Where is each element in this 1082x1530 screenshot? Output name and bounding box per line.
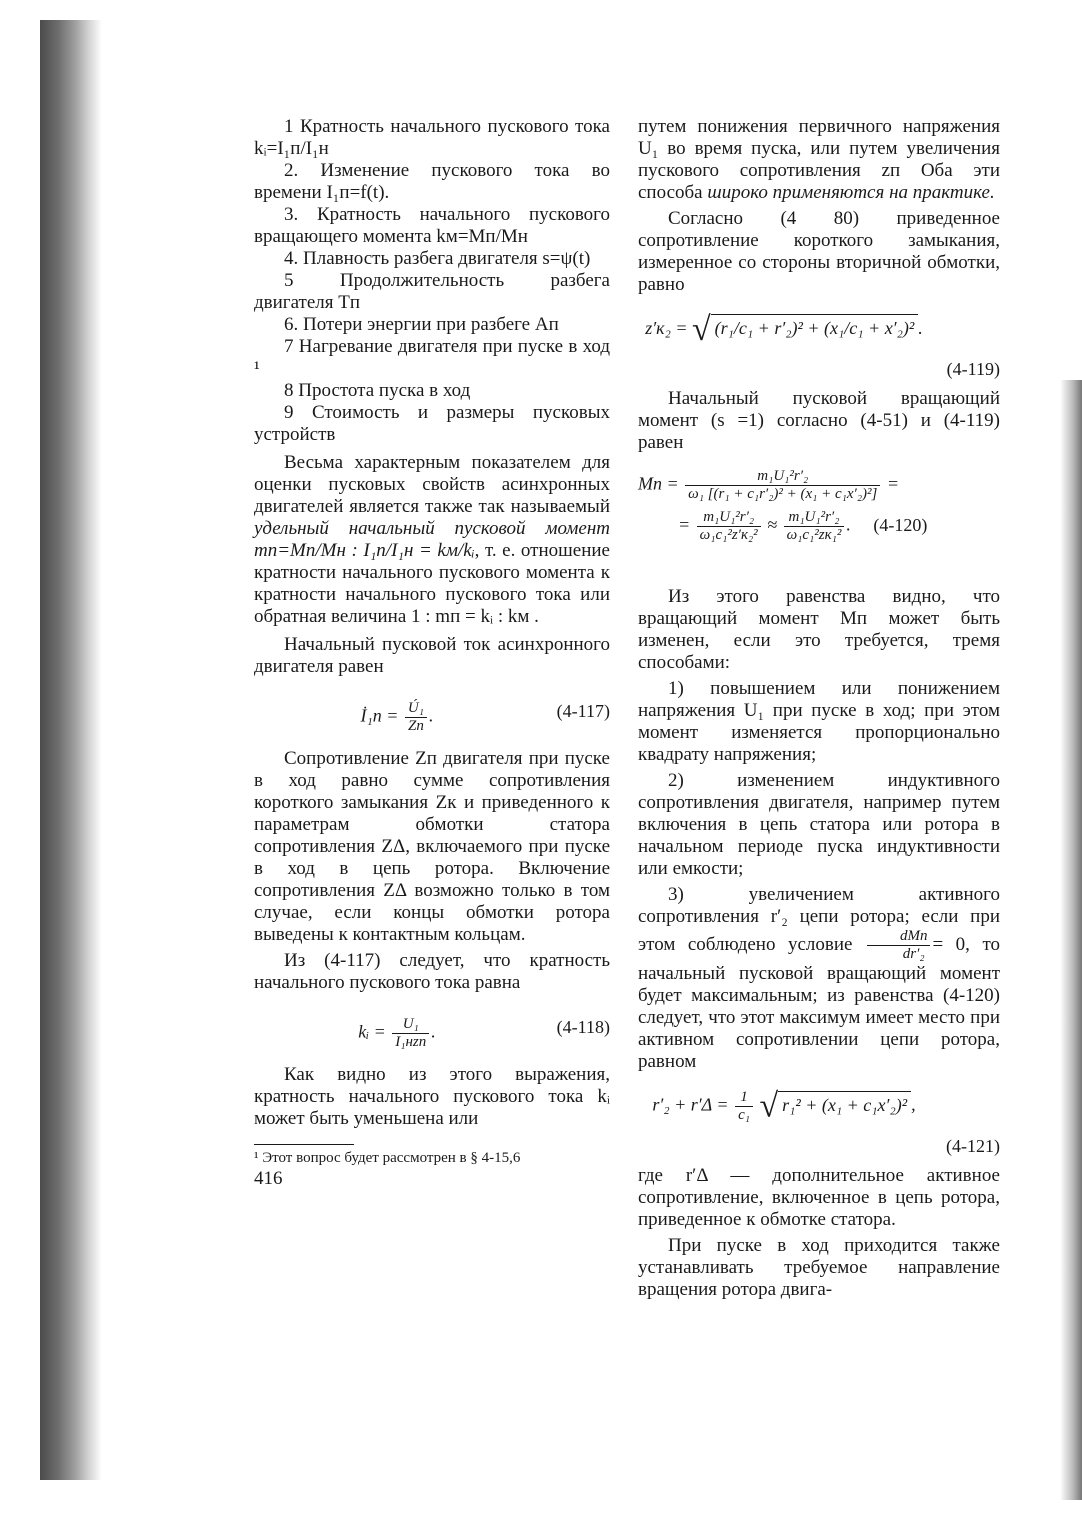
footnote-divider — [254, 1144, 354, 1145]
paragraph-short-circuit: Согласно (4 80) приведенное сопротивление короткого замыкания, измеренное со стороны вторичной обмотки, равно — [638, 208, 1000, 295]
paragraph-reduction: Как видно из этого выражения, кратность начального пускового тока kᵢ может быть уменьшена или — [254, 1064, 610, 1129]
left-column — [254, 116, 610, 1190]
equation-tail: . — [431, 1021, 436, 1042]
equation-4-117 — [254, 688, 610, 738]
paragraph-text: Весьма характерным показателем для оценки пусковых свойств асинхронных двигателей является также так называемый — [254, 452, 610, 517]
equation-number: (4-117) — [556, 701, 610, 721]
fraction-numerator: m₁U₁²r′₂ — [784, 509, 845, 527]
fraction — [697, 509, 761, 544]
equation-lhs: r′₂ + r′Δ = — [652, 1094, 729, 1115]
paragraph-specific-torque — [254, 452, 610, 628]
fraction-numerator: 1 — [735, 1089, 753, 1107]
method-item-1: 1) повышением или понижением напряжения U₁ при пуске в ход; при этом момент изменяется пропорционально квадрату напряжения; — [638, 678, 1000, 765]
right-column — [638, 116, 1000, 1301]
fraction-numerator: m₁U₁²r′₂ — [685, 468, 880, 486]
list-item: 4. Плавность разбега двигателя s=ψ(t) — [284, 248, 591, 269]
inline-formula: mп=Mп/Mн : I₁п/I₁н = kм/kᵢ — [254, 540, 475, 561]
equation-number: (4-120) — [873, 514, 928, 535]
paragraph-rotation-direction: При пуске в ход приходится также устанавливать требуемое направление вращения ротора двига- — [638, 1235, 1000, 1300]
fraction-denominator: dr′₂ — [902, 946, 925, 962]
square-root-icon: √ — [692, 310, 711, 348]
page-number: 416 — [254, 1168, 283, 1189]
list-item: 1 Кратность начального пускового тока kᵢ=I₁п/I₁н — [254, 116, 610, 159]
fraction-numerator: m₁U₁²r′₂ — [697, 509, 761, 527]
paragraph-text: то начальный пусковой вращающий момент будет максимальным; из равенства (4-120) следует, что этот максимум имеет место при активном сопротивлении цепи ротора, равном — [638, 933, 1000, 1072]
fraction-denominator: ω₁c₁²zк₁² — [786, 527, 842, 543]
approx-sign: ≈ — [767, 514, 778, 535]
equation-tail: . — [846, 514, 851, 535]
page-edge-shadow — [1060, 380, 1082, 1500]
equation-lhs: Mп = — [638, 473, 679, 494]
radicand: (r₁/c₁ + r′₂)² + (x₁/c₁ + x′₂)² — [711, 314, 919, 339]
fraction-numerator: U₁ — [392, 1016, 429, 1034]
fraction-numerator: Ú₁ — [405, 700, 427, 718]
defined-term: удельный начальный пусковой момент — [254, 518, 610, 539]
paragraph-text: 3) увеличением активного сопротивления r′₂ цепи ротора; если при этом соблюдено условие — [638, 884, 1000, 955]
equation-tail: . — [918, 318, 923, 338]
book-binding-shadow — [40, 20, 102, 1480]
equation-lhs: İ₁п = — [360, 705, 399, 726]
fraction — [392, 1016, 429, 1051]
paragraph-start-current: Начальный пусковой ток асинхронного двигателя равен — [254, 634, 610, 677]
method-item-2: 2) изменением индуктивного сопротивления двигателя, например путем включения в цепь статора или ротора в начальном периоде пуска индуктивности или емкости; — [638, 770, 1000, 879]
fraction — [735, 1089, 753, 1124]
fraction-denominator: ω₁ [(r₁ + c₁r′₂)² + (x₁ + c₁x′₂)²] — [688, 486, 878, 502]
equation-4-120 — [638, 464, 1000, 576]
square-root-icon: √ — [759, 1087, 779, 1125]
equation-lhs: kᵢ = — [358, 1021, 386, 1042]
radicand: r₁² + (x₁ + c₁x′₂)² — [778, 1091, 911, 1116]
fraction-denominator: ω₁c₁²z′к₂² — [699, 527, 758, 543]
equation-number: (4-119) — [946, 359, 1000, 379]
equation-4-119 — [638, 306, 1000, 378]
fraction-denominator: c₁ — [738, 1107, 750, 1123]
fraction-denominator: I₁нzп — [395, 1034, 427, 1050]
equation-number: (4-118) — [556, 1017, 610, 1037]
fraction — [685, 468, 880, 503]
condition-fraction — [867, 928, 931, 963]
fraction — [405, 700, 427, 735]
emphasized-text: широко применяются на практике. — [707, 182, 995, 203]
equation-4-118 — [254, 1004, 610, 1054]
list-item: 5 Продолжительность разбега двигателя Tп — [254, 270, 610, 313]
paragraph-text: , т. е. отношение кратности начального пускового момента к кратности начального пускового тока или обратная величина 1 : mп = kᵢ : kм . — [254, 540, 610, 627]
equation-number: (4-121) — [946, 1136, 1000, 1156]
paragraph-methods-intro: Из этого равенства видно, что вращающий момент Mп может быть изменен, если это требуется, тремя способами: — [638, 586, 1000, 673]
equation-lhs: z′к₂ = — [645, 318, 688, 338]
condition-tail: = 0, — [932, 933, 970, 955]
fraction — [784, 509, 845, 544]
paragraph-impedance: Сопротивление Zп двигателя при пуске в ход равно сумме сопротивления короткого замыкания Zк и приведенного к параметрам обмотки статора сопротивления ZΔ, включаемого при пуске в ход в цепь ротора. Включение сопротивления ZΔ возможно только в том случае, если концы обмотки ротора выведены к контактным кольцам. — [254, 748, 610, 945]
equation-tail: . — [428, 705, 434, 726]
paragraph-continuation — [638, 116, 1000, 204]
paragraph-start-torque: Начальный пусковой вращающий момент (s =1) согласно (4-51) и (4-119) равен — [638, 388, 1000, 453]
list-item: 3. Кратность начального пускового вращающего момента kм=Mп/Mн — [254, 204, 610, 247]
list-item: 2. Изменение пускового тока во времени I₁п=f(t). — [254, 160, 610, 203]
equation-line-2 — [638, 509, 1000, 544]
paragraph-current-ratio: Из (4-117) следует, что кратность начального пускового тока равна — [254, 950, 610, 993]
paragraph-text: путем понижения первичного напряжения U₁ во время пуска, или путем увеличения пускового сопротивления zп Оба эти способа — [638, 116, 1000, 203]
list-item: 8 Простота пуска в ход — [284, 380, 471, 401]
footnote: ¹ Этот вопрос будет рассмотрен в § 4-15,6 — [254, 1150, 521, 1166]
paragraph-additional-resistance: где r′Δ — дополнительное активное сопротивление, включенное в цепь ротора, приведенное к обмотке статора. — [638, 1165, 1000, 1230]
list-item: 9 Стоимость и размеры пусковых устройств — [254, 402, 610, 445]
list-item: 6. Потери энергии при разбеге Aп — [284, 314, 559, 335]
equation-4-121 — [638, 1083, 1000, 1155]
equals-sign: = — [886, 473, 900, 494]
list-item: 7 Нагревание двигателя при пуске в ход ¹ — [254, 336, 610, 379]
method-item-3 — [638, 884, 1000, 1073]
equation-line-1 — [638, 468, 1000, 503]
equals-sign: = — [678, 514, 691, 535]
fraction-denominator: Zп — [408, 718, 424, 734]
fraction-numerator: dMп — [867, 928, 931, 946]
equation-tail: , — [911, 1094, 916, 1115]
